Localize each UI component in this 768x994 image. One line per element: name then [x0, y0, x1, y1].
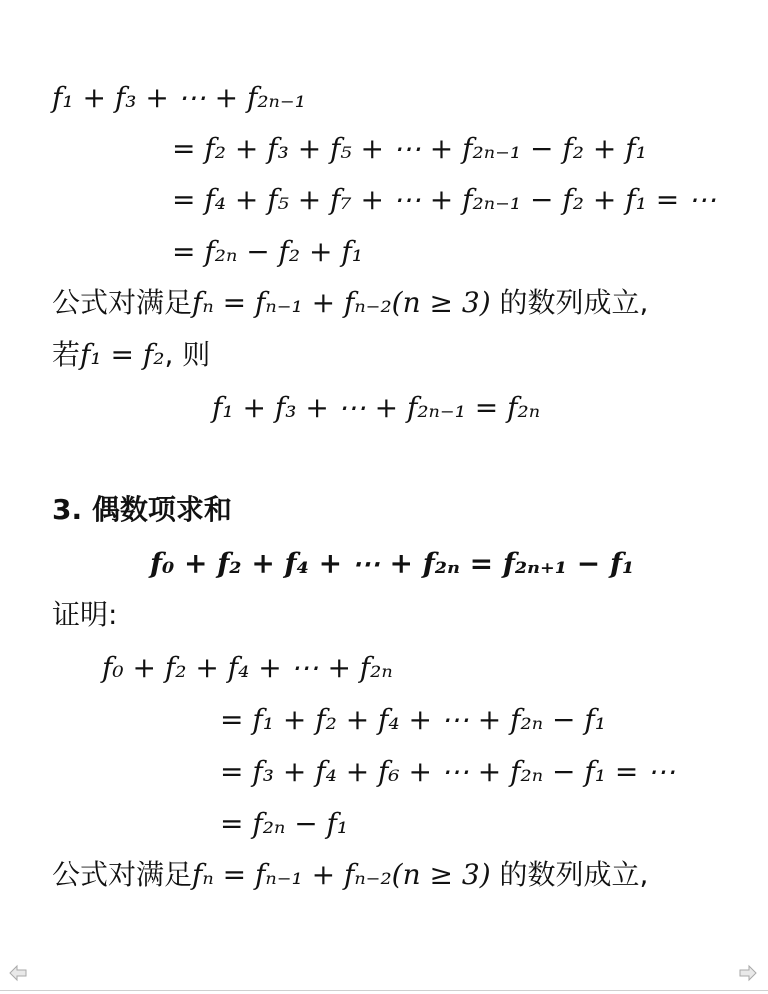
even-sum-line-1: f₀ + f₂ + f₄ + ⋯ + f₂ₙ: [102, 651, 393, 684]
even-condition-line: [52, 857, 648, 893]
odd-sum-line-3: = f₄ + f₅ + f₇ + ⋯ + f₂ₙ₋₁ − f₂ + f₁ = ⋯: [172, 183, 717, 216]
condition-suffix: 的数列成立,: [490, 286, 649, 319]
odd-sum-line-2: = f₂ + f₃ + f₅ + ⋯ + f₂ₙ₋₁ − f₂ + f₁: [172, 132, 647, 165]
recurrence-formula: fₙ = fₙ₋₁ + fₙ₋₂(n ≥ 3): [192, 858, 491, 891]
even-sum-line-4: = f₂ₙ − f₁: [220, 807, 349, 840]
even-sum-line-2: = f₁ + f₂ + f₄ + ⋯ + f₂ₙ − f₁: [220, 703, 606, 736]
if-suffix: , 则: [164, 338, 211, 371]
if-formula: f₁ = f₂: [80, 338, 165, 371]
section-heading: 3. 偶数项求和: [52, 493, 232, 526]
condition-prefix: 公式对满足: [52, 858, 193, 891]
odd-if-line: [52, 337, 210, 373]
prev-page-button[interactable]: [8, 964, 28, 982]
odd-sum-result: f₁ + f₃ + ⋯ + f₂ₙ₋₁ = f₂ₙ: [212, 391, 541, 424]
if-prefix: 若: [52, 338, 81, 371]
bottom-divider: [0, 990, 768, 991]
odd-sum-line-4: = f₂ₙ − f₂ + f₁: [172, 235, 363, 268]
odd-condition-line: [52, 285, 648, 321]
condition-prefix: 公式对满足: [52, 286, 193, 319]
even-sum-line-3: = f₃ + f₄ + f₆ + ⋯ + f₂ₙ − f₁ = ⋯: [220, 755, 676, 788]
arrow-right-icon: [738, 964, 758, 982]
arrow-left-icon: [8, 964, 28, 982]
condition-suffix: 的数列成立,: [490, 858, 649, 891]
proof-label: 证明:: [52, 598, 118, 631]
recurrence-formula: fₙ = fₙ₋₁ + fₙ₋₂(n ≥ 3): [192, 286, 491, 319]
even-sum-formula: f₀ + f₂ + f₄ + ⋯ + f₂ₙ = f₂ₙ₊₁ − f₁: [150, 547, 635, 580]
odd-sum-line-1: f₁ + f₃ + ⋯ + f₂ₙ₋₁: [52, 81, 306, 114]
next-page-button[interactable]: [738, 964, 758, 982]
